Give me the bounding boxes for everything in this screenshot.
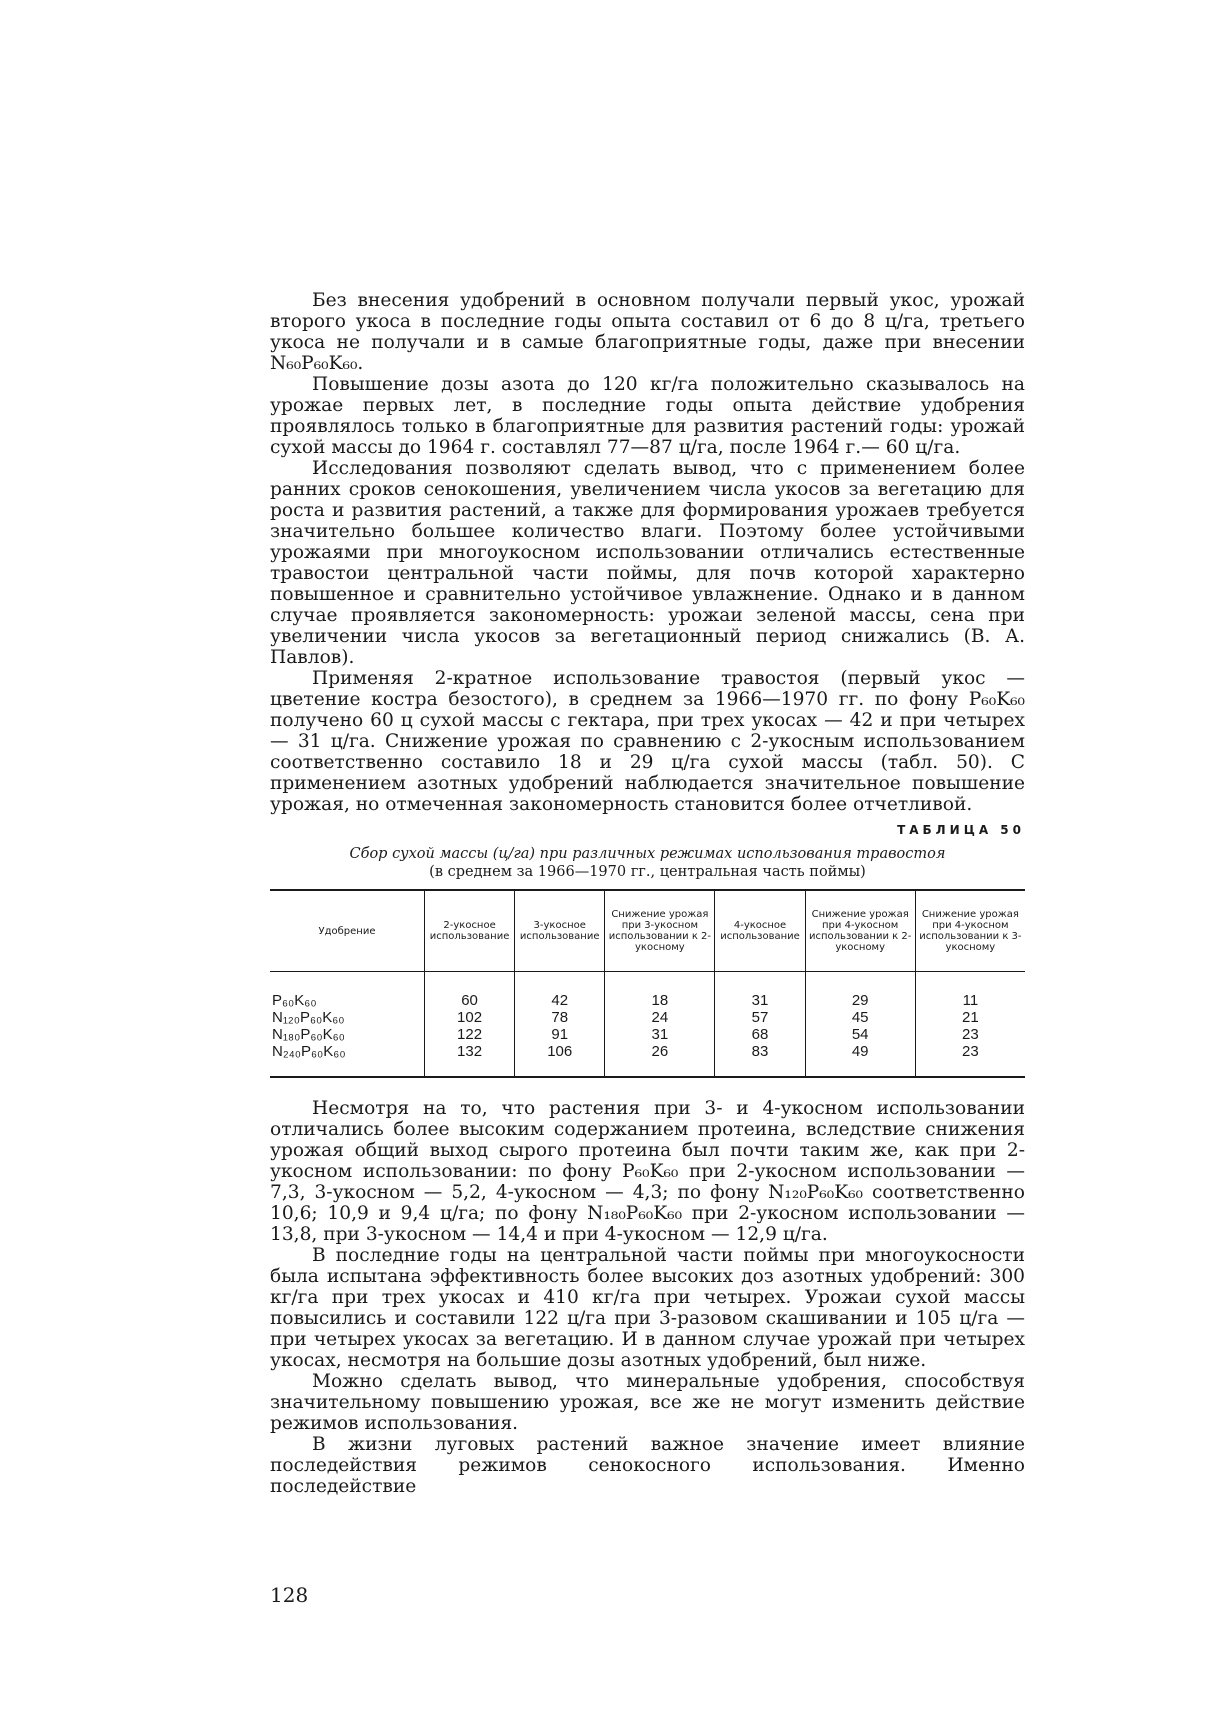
paragraph: Применяя 2-кратное использование травостоя (первый укос — цветение костра безостого), в среднем за 1966—1970 гг. по фону P₆₀K₆₀ получено 60 ц сухой массы с гектара, при трех укосах — 42 и при четырех — 31 ц/га. Снижение урожая по сравнению с 2-укосным использованием соответственно составило 18 и 29 ц/га сухой массы (табл. 50). С применением азотных удобрений наблюдается значительное повышение урожая, но отмеченная закономерность становится более отчетливой.	[270, 668, 1025, 815]
table-cell: 42	[515, 972, 605, 1010]
table-caption-title: Сбор сухой массы (ц/га) при различных режимах использования травостоя	[349, 846, 946, 862]
paragraph: Можно сделать вывод, что минеральные удобрения, способствуя значительному повышению урожая, все же не могут изменить действие режимов использования.	[270, 1371, 1025, 1434]
table-cell: 83	[715, 1043, 805, 1077]
table-header-cell: Снижение урожая при 4-укосном использовании к 3-укосному	[915, 890, 1025, 972]
table-row	[270, 1043, 1025, 1077]
paragraph: В последние годы на центральной части поймы при многоукосности была испытана эффективность более высоких доз азотных удобрений: 300 кг/га при трех укосах и 410 кг/га при четырех. Урожаи сухой массы повысились и составили 122 ц/га при 3-разовом скашивании и 105 ц/га — при четырех укосах за вегетацию. И в данном случае урожай при четырех укосах, несмотря на большие дозы азотных удобрений, был ниже.	[270, 1245, 1025, 1371]
table-caption-subtitle: (в среднем за 1966—1970 гг., центральная часть поймы)	[429, 864, 866, 880]
table-caption	[270, 845, 1025, 881]
table-row	[270, 1026, 1025, 1043]
page-number: 128	[270, 1583, 309, 1607]
table-cell: 29	[805, 972, 915, 1010]
paragraph: Без внесения удобрений в основном получали первый укос, урожай второго укоса в последние годы опыта составил от 6 до 8 ц/га, третьего укоса не получали и в самые благоприятные годы, даже при внесении N₆₀P₆₀K₆₀.	[270, 290, 1025, 374]
table-header-cell: 4-укосное использование	[715, 890, 805, 972]
table-label: ТАБЛИЦА 50	[897, 823, 1025, 837]
table-row	[270, 1009, 1025, 1026]
paragraph: Исследования позволяют сделать вывод, что с применением более ранних сроков сенокошения, увеличением числа укосов за вегетацию для роста и развития растений, а также для формирования урожаев требуется значительно большее количество влаги. Поэтому более устойчивыми урожаями при многоукосном использовании отличались естественные травостои центральной части поймы, для почв которой характерно повышенное и сравнительно устойчивое увлажнение. Однако и в данном случае проявляется закономерность: урожаи зеленой массы, сена при увеличении числа укосов за вегетационный период снижались (В. А. Павлов).	[270, 458, 1025, 668]
table-cell: 11	[915, 972, 1025, 1010]
table-cell: 18	[605, 972, 715, 1010]
paragraph: Несмотря на то, что растения при 3- и 4-укосном использовании отличались более высоким содержанием протеина, вследствие снижения урожая общий выход сырого протеина был почти таким же, как при 2-укосном использовании: по фону P₆₀K₆₀ при 2-укосном использовании — 7,3, 3-укосном — 5,2, 4-укосном — 4,3; по фону N₁₂₀P₆₀K₆₀ соответственно 10,6; 10,9 и 9,4 ц/га; по фону N₁₈₀P₆₀K₆₀ при 2-укосном использовании — 13,8, при 3-укосном — 14,4 и при 4-укосном — 12,9 ц/га.	[270, 1098, 1025, 1245]
table-cell: 122	[425, 1026, 515, 1043]
table-cell: 91	[515, 1026, 605, 1043]
table-header-cell: Снижение урожая при 3-укосном использовании к 2-укосному	[605, 890, 715, 972]
table-header-cell: Снижение урожая при 4-укосном использовании к 2-укосному	[805, 890, 915, 972]
table-cell: P₆₀K₆₀	[272, 992, 317, 1009]
table-header-cell: 2-укосное использование	[425, 890, 515, 972]
paragraph: В жизни луговых растений важное значение имеет влияние последействия режимов сенокосного использования. Именно последействие	[270, 1434, 1025, 1497]
table-header-cell: Удобрение	[270, 890, 425, 972]
table-cell: N₂₄₀P₆₀K₆₀	[270, 1043, 425, 1077]
paragraph: Повышение дозы азота до 120 кг/га положительно сказывалось на урожае первых лет, в последние годы опыта действие удобрения проявлялось только в благоприятные для развития растений годы: урожай сухой массы до 1964 г. составлял 77—87 ц/га, после 1964 г.— 60 ц/га.	[270, 374, 1025, 458]
table-cell: 57	[715, 1009, 805, 1026]
table-cell: 78	[515, 1009, 605, 1026]
table-cell: 106	[515, 1043, 605, 1077]
table-cell: 45	[805, 1009, 915, 1026]
table-cell: 21	[915, 1009, 1025, 1026]
table-cell: 102	[425, 1009, 515, 1026]
table-cell: 24	[605, 1009, 715, 1026]
table-cell: 49	[805, 1043, 915, 1077]
page-content	[270, 290, 1025, 1497]
table-cell: N₁₈₀P₆₀K₆₀	[272, 1026, 345, 1043]
table-cell: 23	[915, 1043, 1025, 1077]
table-cell: 54	[805, 1026, 915, 1043]
table-cell: 31	[605, 1026, 715, 1043]
table-row	[270, 972, 1025, 1010]
table-cell: 60	[425, 972, 515, 1010]
table-cell: N₁₂₀P₆₀K₆₀	[272, 1009, 345, 1026]
table-cell: 132	[425, 1043, 515, 1077]
table-cell: 68	[715, 1026, 805, 1043]
table-cell: 23	[915, 1026, 1025, 1043]
table-header-row	[270, 890, 1025, 972]
table-cell: 26	[605, 1043, 715, 1077]
table-cell: 31	[715, 972, 805, 1010]
data-table	[270, 889, 1025, 1078]
table-header-cell: 3-укосное использование	[515, 890, 605, 972]
